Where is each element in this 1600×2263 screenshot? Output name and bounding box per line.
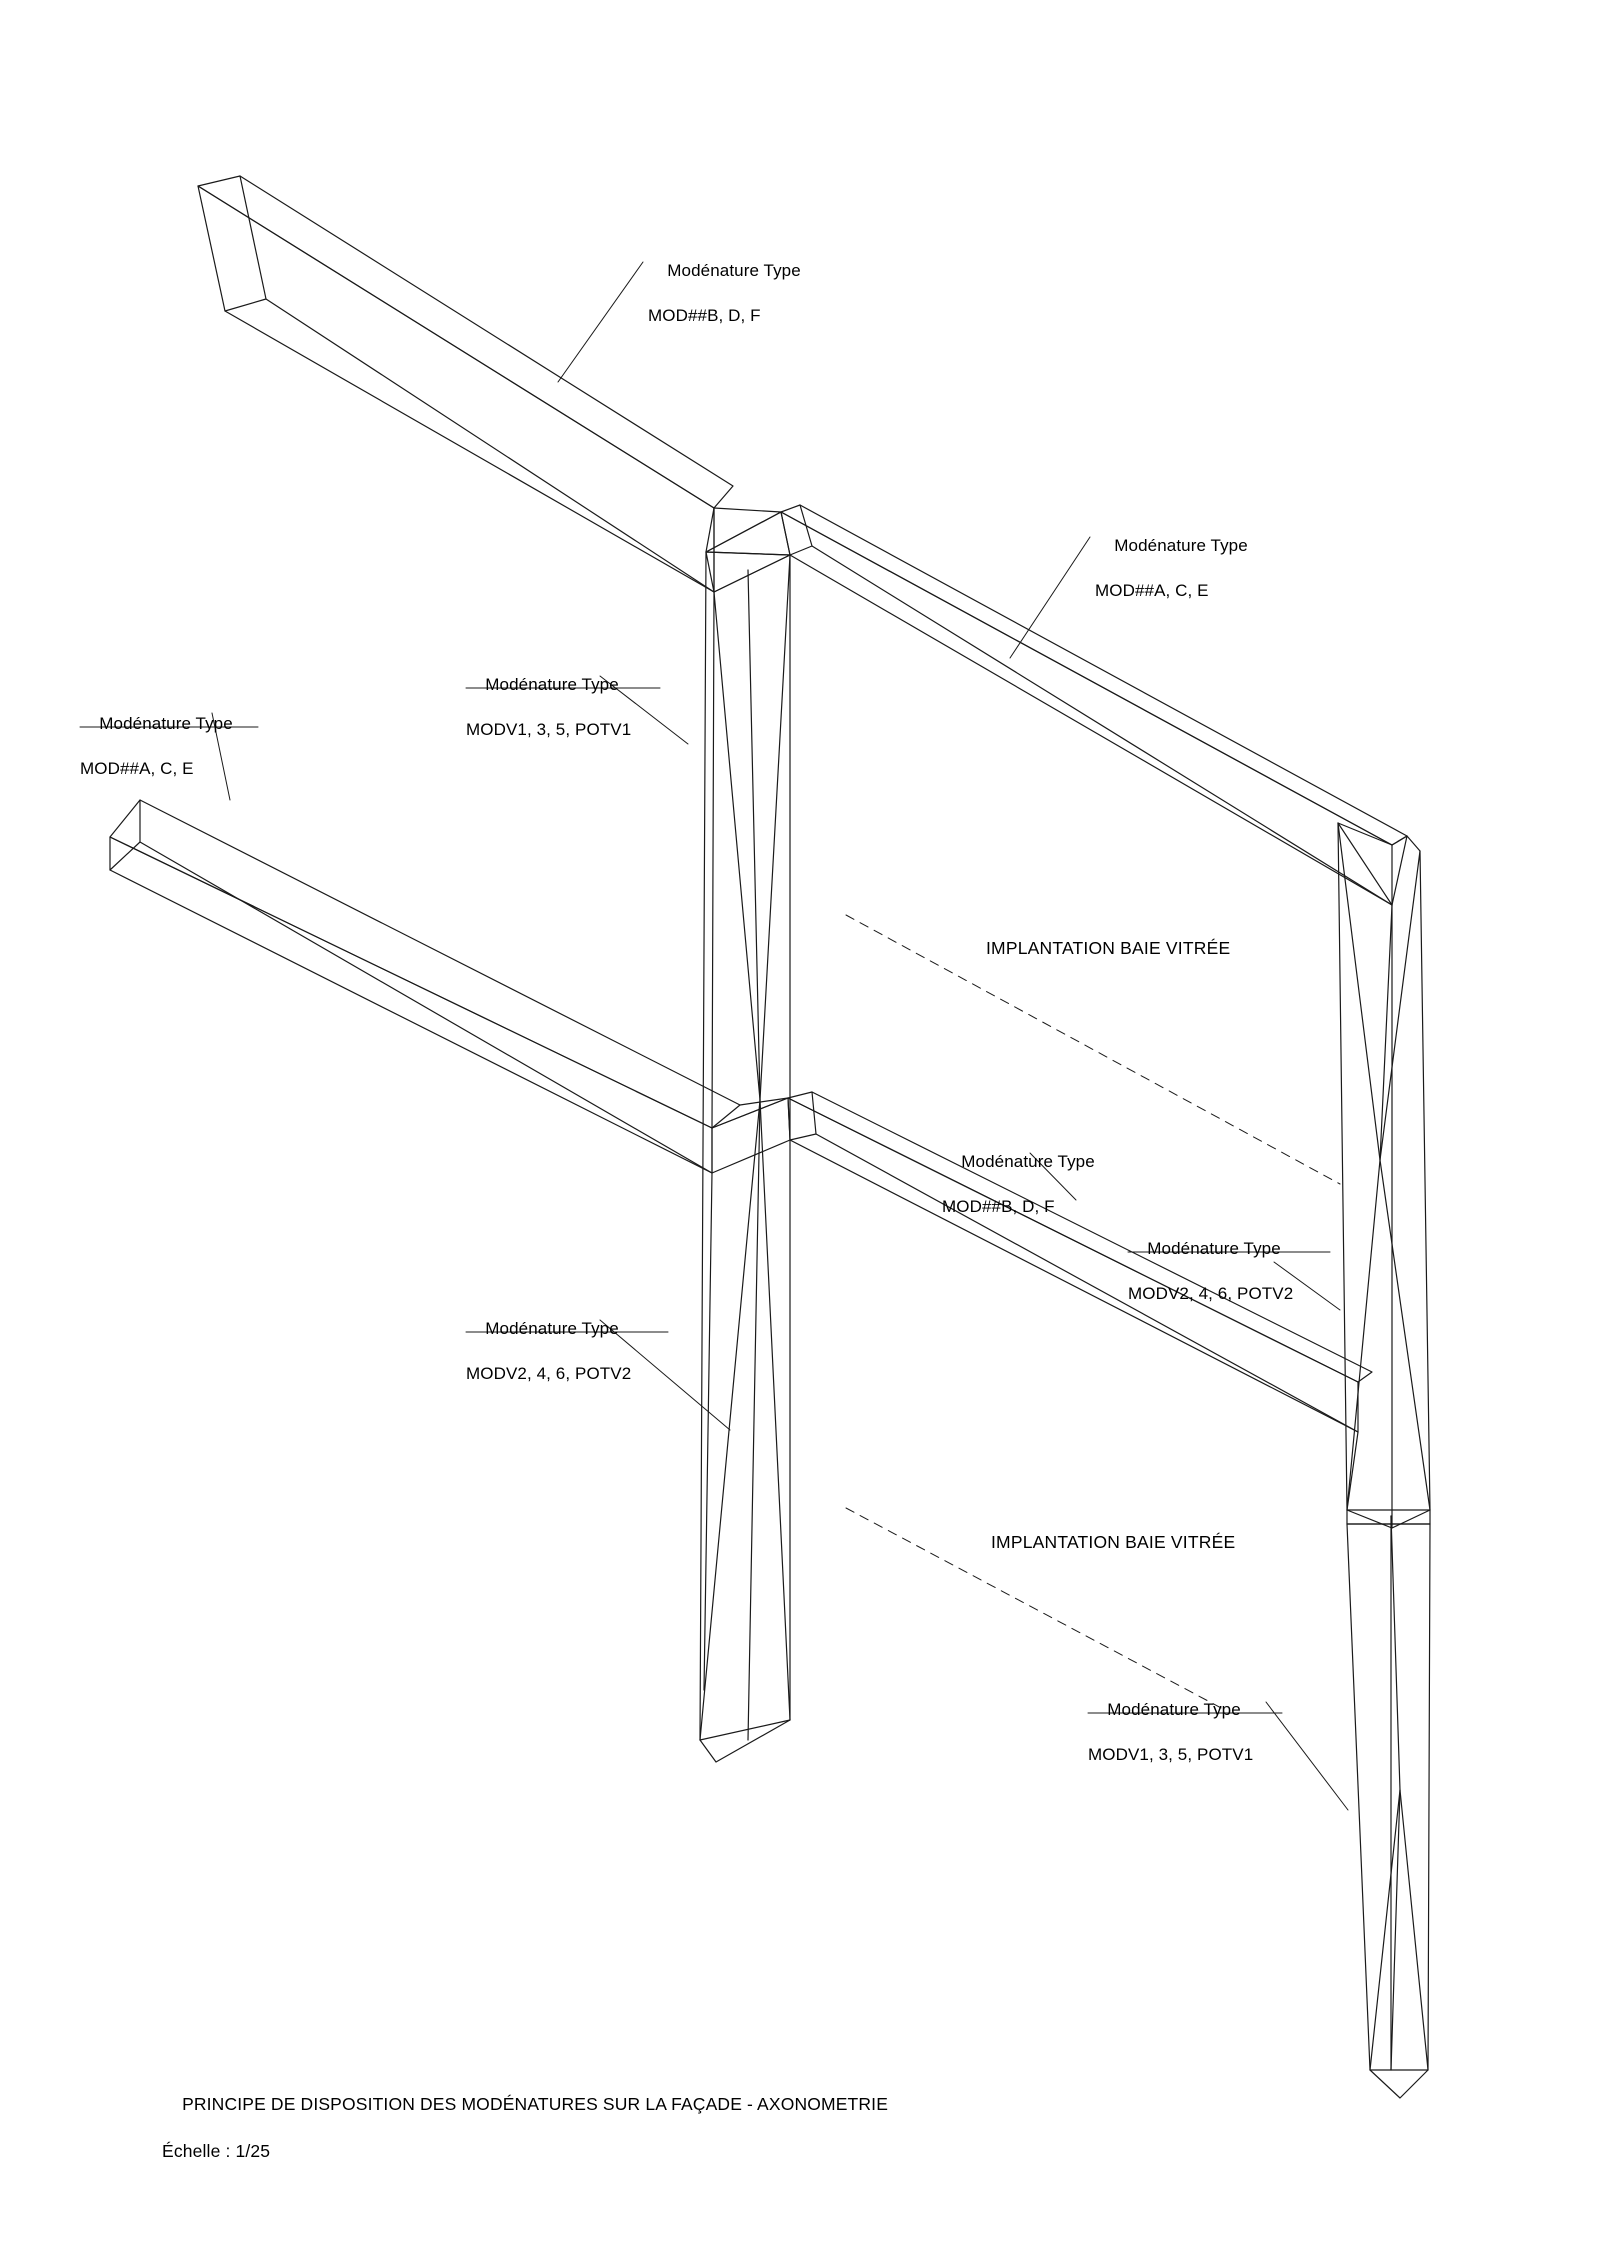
label-line-2: MODV2, 4, 6, POTV2 — [1128, 1284, 1294, 1304]
label-line-1: Modénature Type — [1147, 1239, 1281, 1259]
post-left — [700, 552, 790, 1762]
leader-lines — [212, 262, 1348, 1810]
label-line-2: MODV1, 3, 5, POTV1 — [466, 720, 632, 740]
post-right-upper — [1338, 823, 1430, 1528]
note-implantation-baie-vitree-upper: IMPLANTATION BAIE VITRÉE — [986, 938, 1231, 958]
label-line-2: MODV1, 3, 5, POTV1 — [1088, 1745, 1254, 1765]
label-line-1: Modénature Type — [485, 675, 619, 695]
label-line-1: Modénature Type — [1107, 1700, 1241, 1720]
label-modv1-3-5-potv1-bottom — [1088, 1677, 1253, 1812]
beam-upper-right — [781, 505, 1407, 905]
label-mod-a-c-e-right — [1095, 513, 1248, 648]
label-line-2: MOD##A, C, E — [80, 759, 194, 779]
label-line-1: Modénature Type — [485, 1319, 619, 1339]
label-line-2: MOD##B, D, F — [942, 1197, 1055, 1217]
label-mod-a-c-e-left — [80, 691, 233, 826]
label-line-2: MODV2, 4, 6, POTV2 — [466, 1364, 632, 1384]
drawing-title: PRINCIPE DE DISPOSITION DES MODÉNATURES SUR LA FAÇADE - AXONOMETRIE — [182, 2093, 889, 2114]
label-line-1: Modénature Type — [1114, 536, 1248, 556]
label-line-1: Modénature Type — [99, 714, 233, 734]
label-modv2-4-6-potv2-left — [466, 1296, 631, 1431]
drawing-scale: Échelle : 1/25 — [162, 2140, 271, 2161]
beam-middle-left — [110, 800, 740, 1173]
label-modv2-4-6-potv2-right — [1128, 1216, 1293, 1351]
label-line-1: Modénature Type — [961, 1152, 1095, 1172]
label-line-2: MOD##B, D, F — [648, 306, 761, 326]
joint-middle — [712, 1098, 790, 1173]
label-mod-b-d-f-top — [648, 238, 801, 373]
label-line-2: MOD##A, C, E — [1095, 581, 1209, 601]
title-block — [162, 2069, 888, 2211]
label-modv1-3-5-potv1-top — [466, 652, 631, 787]
note-implantation-baie-vitree-lower: IMPLANTATION BAIE VITRÉE — [991, 1532, 1236, 1552]
label-line-1: Modénature Type — [667, 261, 801, 281]
post-right-taper — [1338, 823, 1430, 2070]
post-right-lower — [1347, 1510, 1430, 2098]
label-mod-b-d-f-middle — [942, 1129, 1095, 1264]
